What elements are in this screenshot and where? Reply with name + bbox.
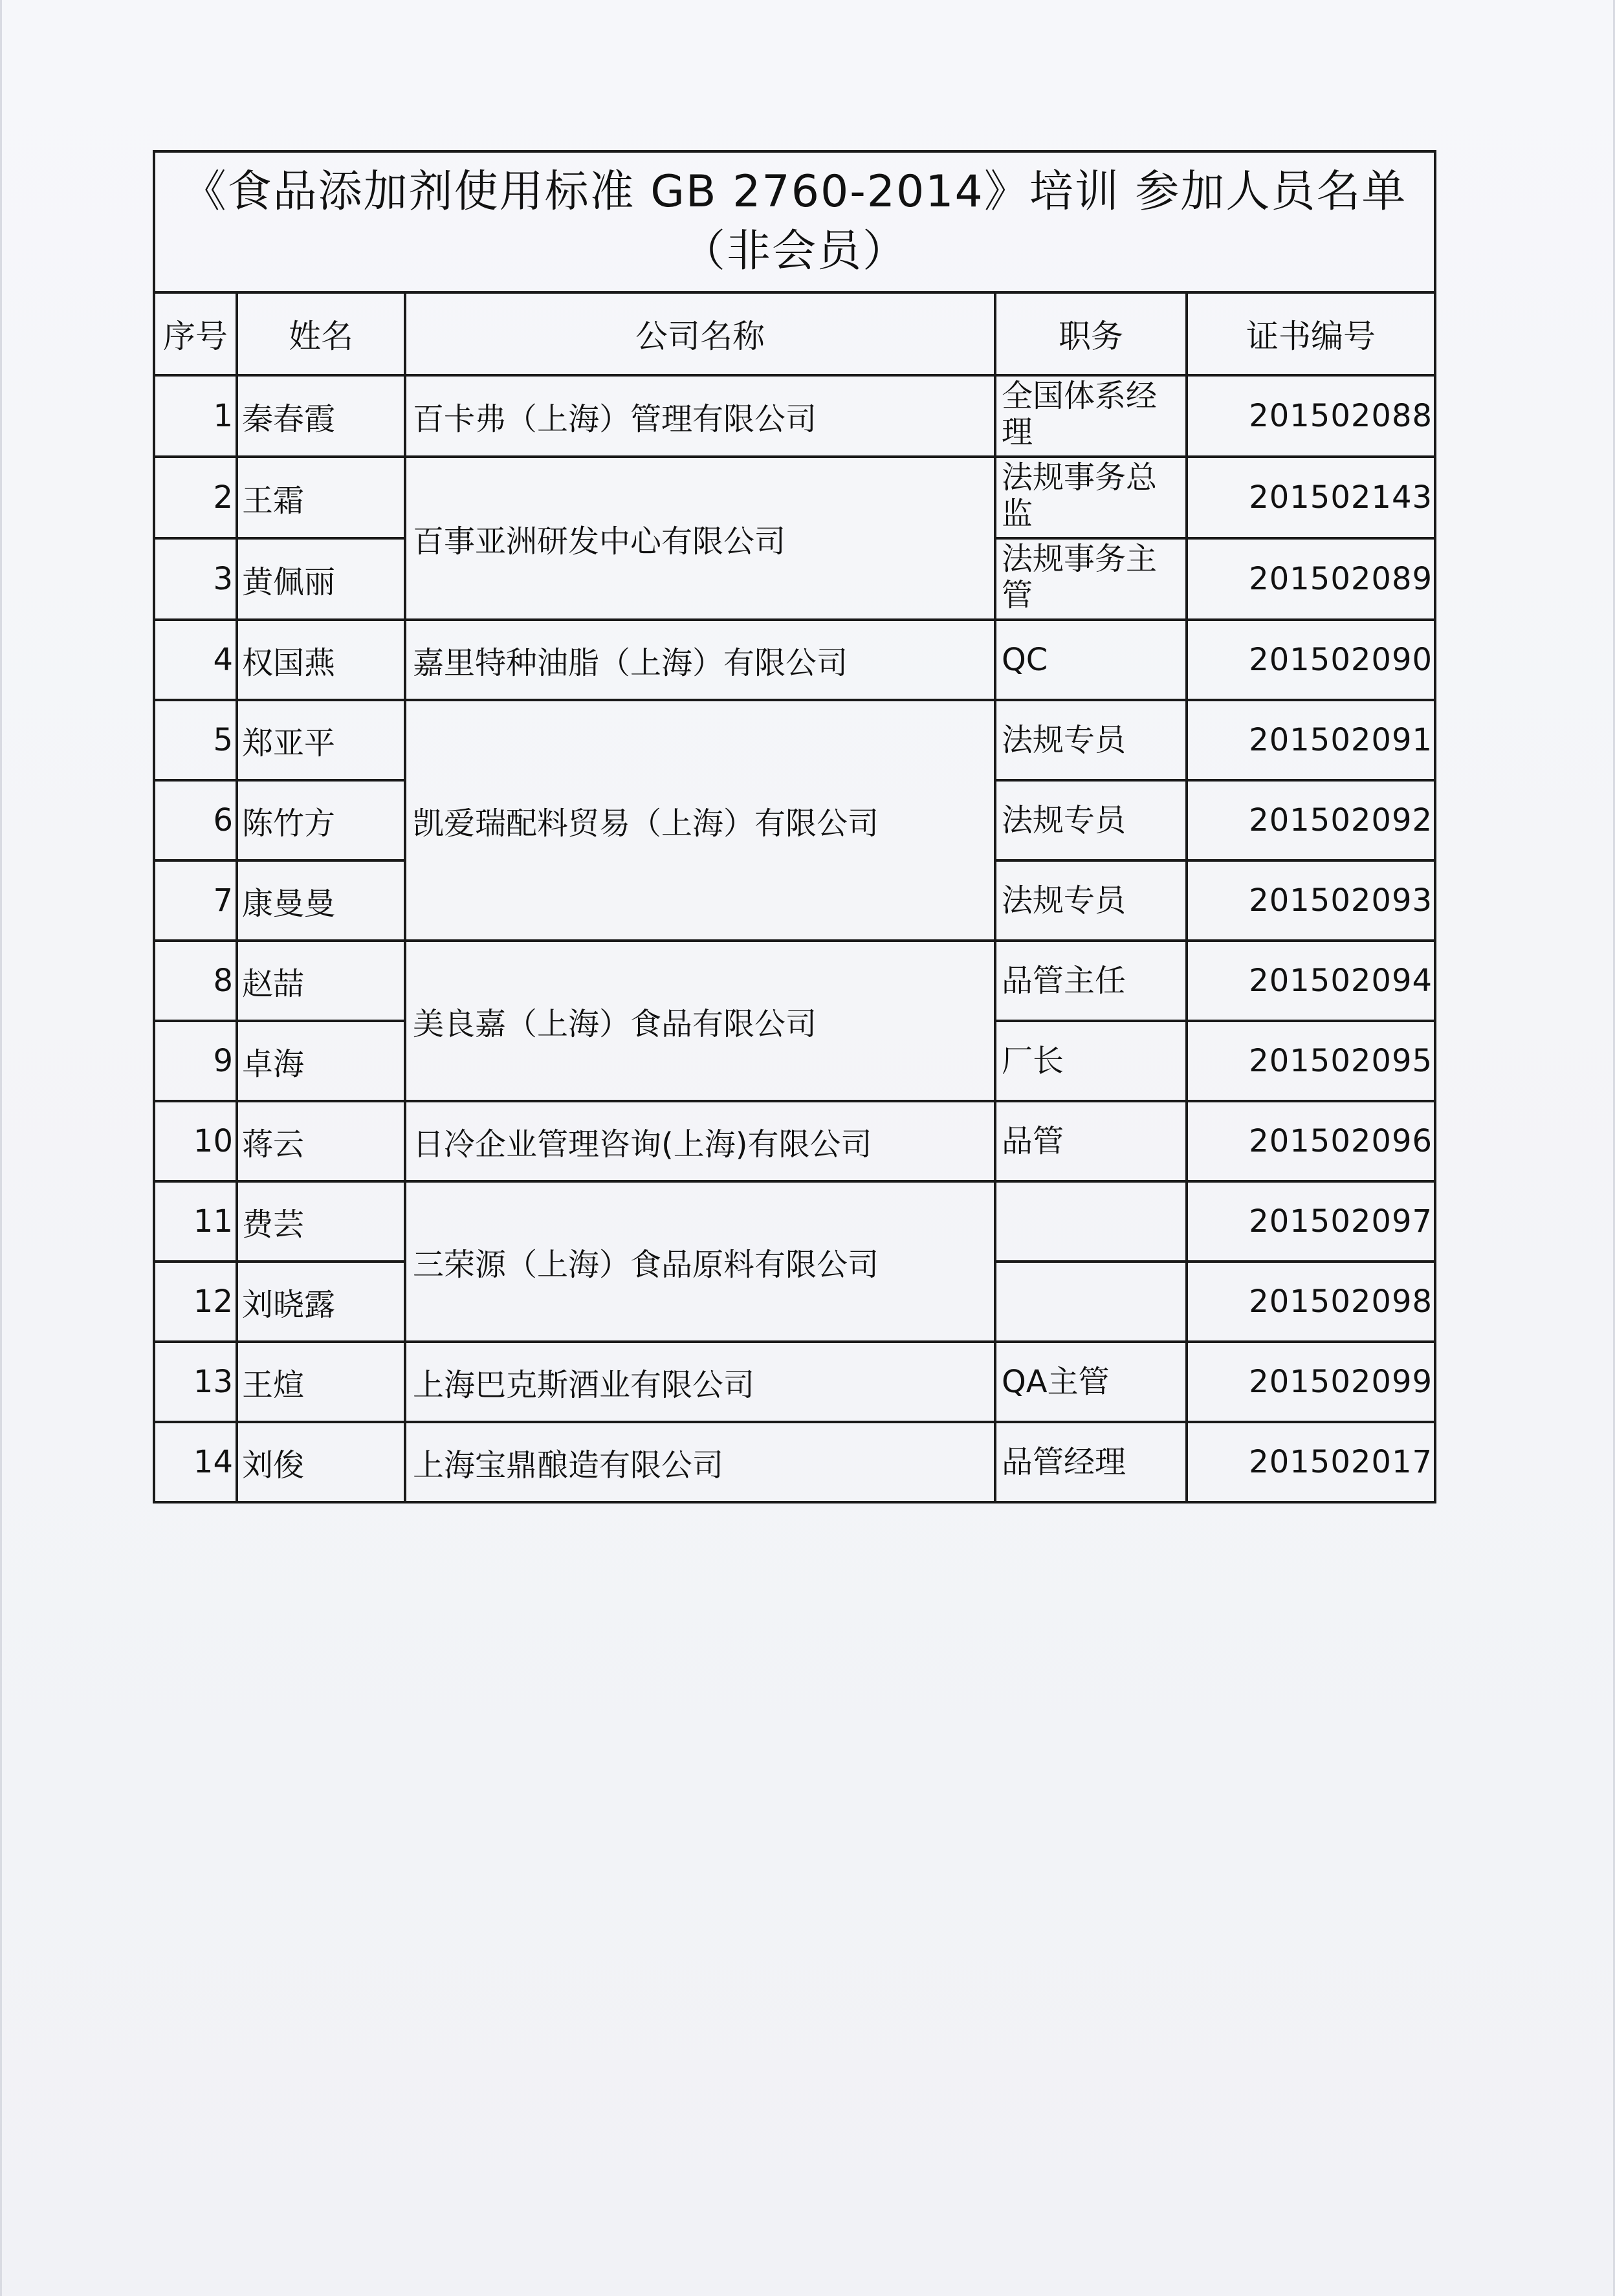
cell-company: 美良嘉（上海）食品有限公司 — [405, 941, 995, 1101]
cell-company: 上海宝鼎酿造有限公司 — [405, 1422, 995, 1502]
cell-name: 王霜 — [237, 457, 405, 538]
cell-cert: 201502099 — [1187, 1342, 1435, 1422]
cell-no: 9 — [154, 1021, 237, 1101]
cell-no: 10 — [154, 1101, 237, 1181]
cell-cert: 201502088 — [1187, 375, 1435, 457]
cell-name: 康曼曼 — [237, 860, 405, 941]
cell-company: 凯爱瑞配料贸易（上海）有限公司 — [405, 700, 995, 941]
cell-position: QA主管 — [995, 1342, 1187, 1422]
header-row — [154, 292, 1435, 375]
cell-cert: 201502092 — [1187, 780, 1435, 860]
title-line-2: （非会员） — [681, 226, 908, 277]
table-row — [154, 941, 1435, 1021]
document-title — [154, 151, 1435, 292]
cell-cert: 201502096 — [1187, 1101, 1435, 1181]
position-text: 法规事务主管 — [1002, 541, 1158, 613]
cell-name: 卓海 — [237, 1021, 405, 1101]
cell-no: 5 — [154, 700, 237, 780]
cell-name: 黄佩丽 — [237, 538, 405, 620]
cell-name: 赵喆 — [237, 941, 405, 1021]
cell-position: 品管经理 — [995, 1422, 1187, 1502]
scan-edge-left — [0, 0, 2, 2296]
cell-position: 法规专员 — [995, 860, 1187, 941]
table-row — [154, 1342, 1435, 1422]
cell-name: 刘俊 — [237, 1422, 405, 1502]
table-row — [154, 1101, 1435, 1181]
table-row — [154, 1422, 1435, 1502]
table-row — [154, 620, 1435, 700]
cell-name: 刘晓露 — [237, 1262, 405, 1342]
cell-position — [995, 1262, 1187, 1342]
cell-position: 品管主任 — [995, 941, 1187, 1021]
title-line-1: 《食品添加剂使用标准 GB 2760-2014》培训 参加人员名单 — [182, 166, 1407, 217]
attendee-table — [153, 150, 1436, 1503]
header-no: 序号 — [154, 292, 237, 375]
header-cert: 证书编号 — [1187, 292, 1435, 375]
cell-company: 日冷企业管理咨询(上海)有限公司 — [405, 1101, 995, 1181]
table-row — [154, 700, 1435, 780]
cell-name: 费芸 — [237, 1181, 405, 1262]
cell-no: 14 — [154, 1422, 237, 1502]
cell-position — [995, 538, 1187, 620]
cell-name: 郑亚平 — [237, 700, 405, 780]
header-company: 公司名称 — [405, 292, 995, 375]
table-row — [154, 1181, 1435, 1262]
cell-cert: 201502091 — [1187, 700, 1435, 780]
cell-no: 11 — [154, 1181, 237, 1262]
cell-cert: 201502097 — [1187, 1181, 1435, 1262]
cell-name: 陈竹方 — [237, 780, 405, 860]
title-row — [154, 151, 1435, 292]
cell-no: 3 — [154, 538, 237, 620]
cell-position: 品管 — [995, 1101, 1187, 1181]
cell-no: 4 — [154, 620, 237, 700]
cell-name: 蒋云 — [237, 1101, 405, 1181]
cell-cert: 201502143 — [1187, 457, 1435, 538]
cell-cert: 201502017 — [1187, 1422, 1435, 1502]
header-name: 姓名 — [237, 292, 405, 375]
table-row — [154, 375, 1435, 457]
cell-no: 8 — [154, 941, 237, 1021]
cell-company: 嘉里特种油脂（上海）有限公司 — [405, 620, 995, 700]
cell-cert: 201502094 — [1187, 941, 1435, 1021]
cell-cert: 201502090 — [1187, 620, 1435, 700]
cell-position — [995, 457, 1187, 538]
cell-cert: 201502098 — [1187, 1262, 1435, 1342]
position-text: 全国体系经理 — [1002, 378, 1158, 450]
cell-position: 法规专员 — [995, 700, 1187, 780]
cell-cert: 201502093 — [1187, 860, 1435, 941]
cell-position — [995, 375, 1187, 457]
cell-cert: 201502089 — [1187, 538, 1435, 620]
cell-position: 厂长 — [995, 1021, 1187, 1101]
cell-name: 王煊 — [237, 1342, 405, 1422]
cell-cert: 201502095 — [1187, 1021, 1435, 1101]
cell-name: 权国燕 — [237, 620, 405, 700]
cell-company: 上海巴克斯酒业有限公司 — [405, 1342, 995, 1422]
cell-name: 秦春霞 — [237, 375, 405, 457]
cell-no: 2 — [154, 457, 237, 538]
cell-company: 三荣源（上海）食品原料有限公司 — [405, 1181, 995, 1342]
cell-no: 6 — [154, 780, 237, 860]
table-row — [154, 457, 1435, 538]
header-position: 职务 — [995, 292, 1187, 375]
position-text: 法规事务总监 — [1002, 459, 1158, 532]
cell-no: 1 — [154, 375, 237, 457]
cell-position — [995, 1181, 1187, 1262]
cell-position: 法规专员 — [995, 780, 1187, 860]
cell-no: 13 — [154, 1342, 237, 1422]
cell-no: 7 — [154, 860, 237, 941]
cell-position: QC — [995, 620, 1187, 700]
cell-company: 百卡弗（上海）管理有限公司 — [405, 375, 995, 457]
cell-company: 百事亚洲研发中心有限公司 — [405, 457, 995, 620]
cell-no: 12 — [154, 1262, 237, 1342]
